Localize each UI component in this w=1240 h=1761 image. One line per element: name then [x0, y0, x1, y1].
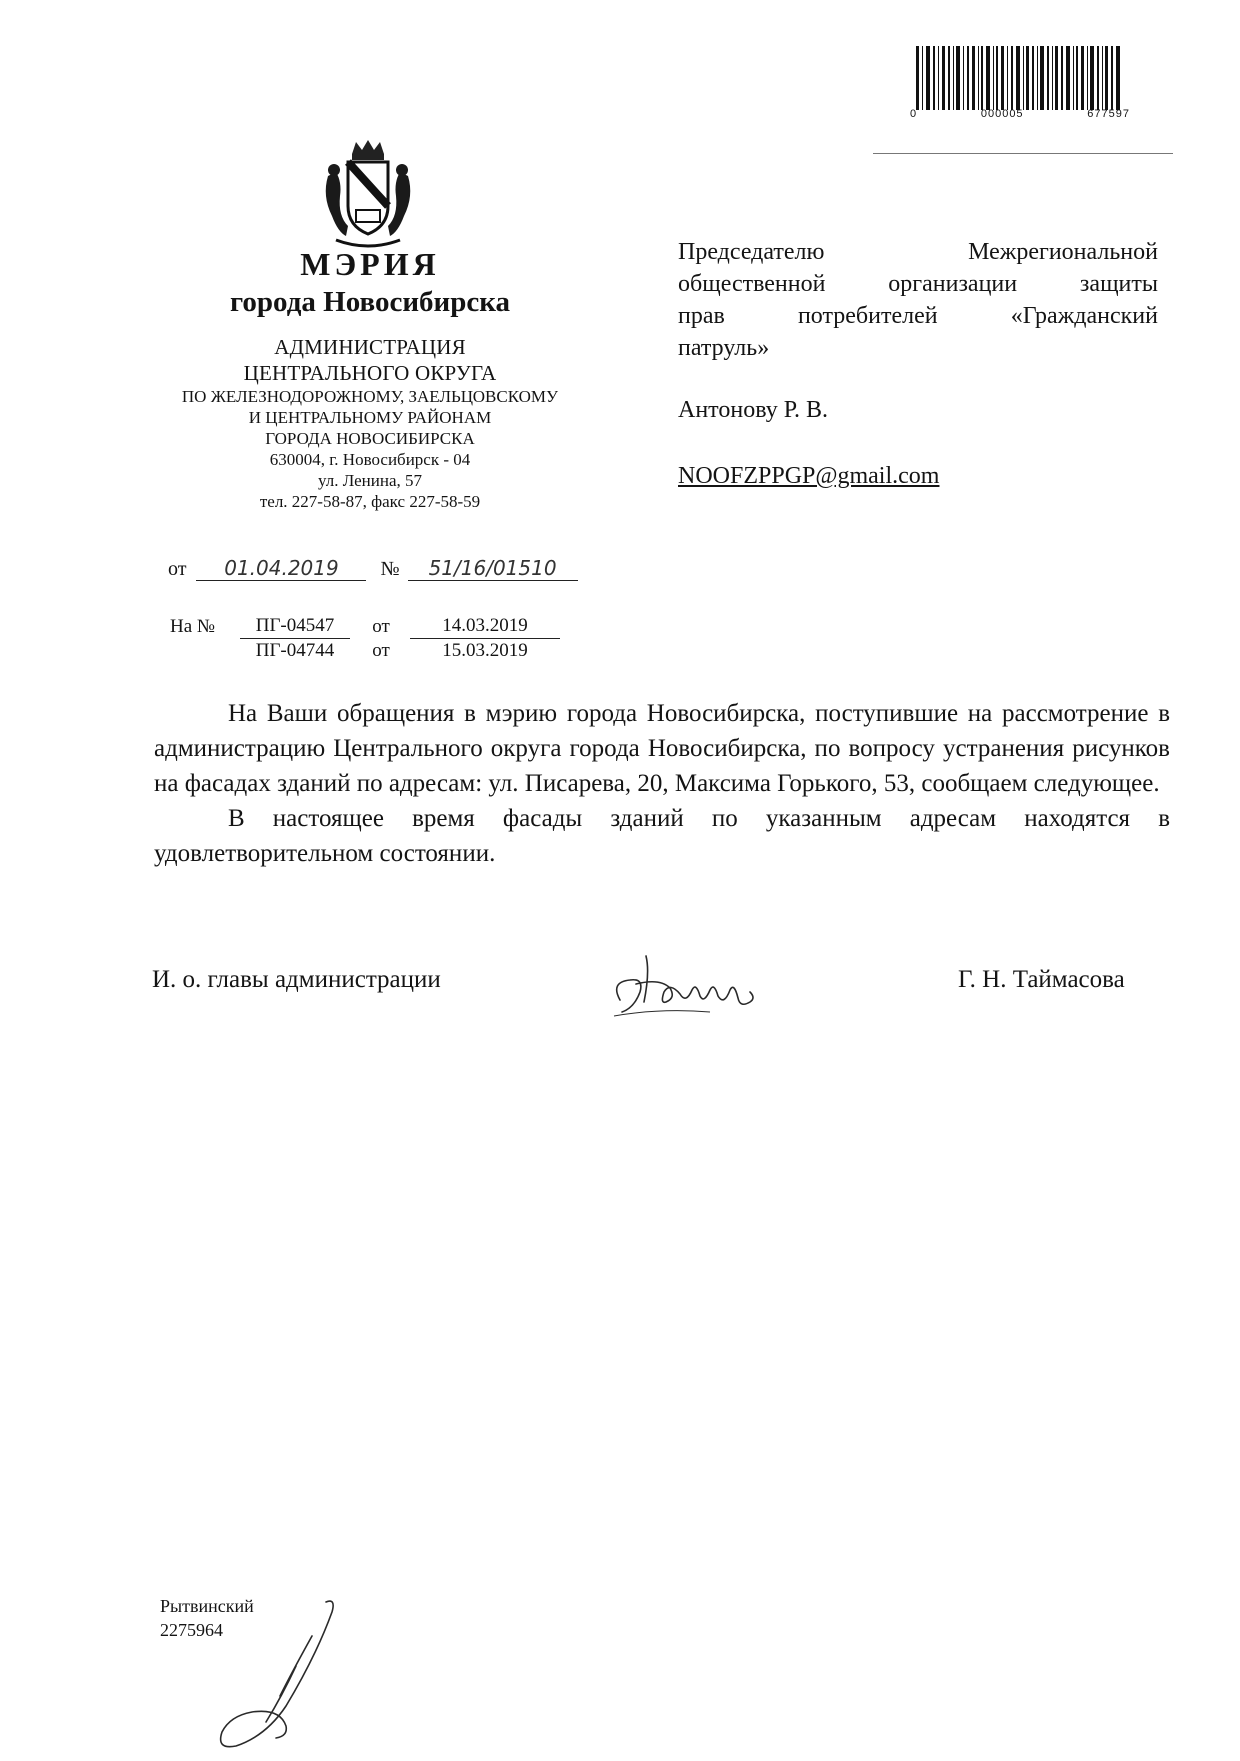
registration-number: 51/16/01510 — [408, 556, 578, 581]
recipient-line-1: Председателю Межрегиональной — [678, 239, 1158, 265]
recipient-line-4: патруль» — [678, 335, 770, 361]
reference-from-label: от — [372, 640, 390, 661]
reference-prefix: На № — [170, 616, 216, 637]
top-rule — [873, 153, 1173, 154]
letter-body — [154, 696, 1170, 871]
date-label: от — [168, 558, 187, 580]
postal-address: 630004, г. Новосибирск - 04 — [269, 450, 471, 469]
reference-block — [170, 614, 560, 663]
body-paragraph-2: В настоящее время фасады зданий по указанным адресам находятся в удовлетворительном состоянии. — [154, 805, 1170, 867]
recipient-block — [678, 236, 1158, 492]
handwritten-signature — [600, 942, 800, 1032]
barcode-group-2: 677597 — [1087, 108, 1130, 120]
barcode-group-1: 000005 — [980, 108, 1024, 120]
letterhead-city: города Новосибирска — [229, 286, 511, 318]
letterhead — [130, 244, 610, 512]
barcode-number — [910, 108, 1130, 120]
executor-signature — [196, 1596, 376, 1756]
registration-line — [168, 556, 578, 581]
recipient-email[interactable]: NOOFZPPGP@gmail.com — [678, 463, 940, 489]
recipient-name: Антонову Р. В. — [678, 397, 829, 423]
street-address: ул. Ленина, 57 — [317, 471, 423, 490]
district-line-1: ПО ЖЕЛЕЗНОДОРОЖНОМУ, ЗАЕЛЬЦОВСКОМУ — [181, 387, 559, 406]
barcode — [916, 46, 1120, 110]
registration-date: 01.04.2019 — [196, 556, 366, 581]
district-line-2: И ЦЕНТРАЛЬНОМУ РАЙОНАМ — [248, 408, 492, 427]
reference-number: ПГ-04547 — [240, 614, 350, 639]
reference-from-label: от — [372, 616, 390, 637]
number-label: № — [380, 558, 400, 580]
executor-name: Рытвинский — [160, 1596, 254, 1616]
reference-date: 14.03.2019 — [410, 614, 560, 639]
signatory-position: И. о. главы администрации — [152, 966, 441, 993]
phone-fax: тел. 227-58-87, факс 227-58-59 — [259, 492, 481, 511]
recipient-line-2: общественной организации защиты — [678, 271, 1158, 297]
coat-of-arms-icon — [318, 136, 418, 256]
admin-line-2: ЦЕНТРАЛЬНОГО ОКРУГА — [243, 361, 497, 385]
district-line-3: ГОРОДА НОВОСИБИРСКА — [265, 429, 475, 448]
reference-number: ПГ-04744 — [255, 640, 335, 661]
signatory-name: Г. Н. Таймасова — [958, 966, 1125, 993]
barcode-graphic — [916, 46, 1120, 110]
body-paragraph-1: На Ваши обращения в мэрию города Новосибирска, поступившие на рассмотрение в администрацию Центрального округа города Новосибирска, по вопросу устранения рисунков на фасадах зданий по адресам: ул. Писарева, 20, Максима Горького, 53, сообщаем следующее. — [154, 700, 1170, 797]
admin-line-1: АДМИНИСТРАЦИЯ — [274, 335, 466, 359]
recipient-line-3: прав потребителей «Гражданский — [678, 303, 1158, 329]
letterhead-title: МЭРИЯ — [300, 246, 440, 282]
executor-phone: 2275964 — [160, 1620, 223, 1640]
reference-date: 15.03.2019 — [442, 640, 528, 661]
barcode-prefix: 0 — [910, 108, 918, 120]
reference-row — [170, 639, 560, 663]
reference-row — [170, 614, 560, 639]
